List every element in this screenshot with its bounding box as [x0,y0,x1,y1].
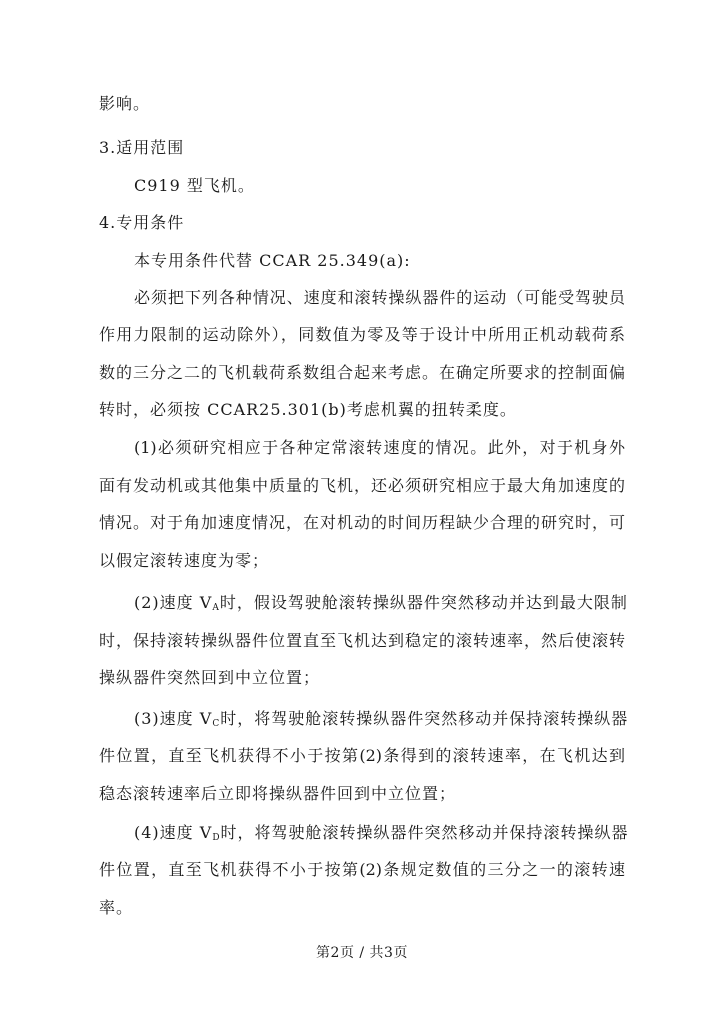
text-line: 件位置，直至飞机获得不小于按第(2)条规定数值的三分之一的滚转速 [99,860,625,879]
speed-subscript: A [212,603,220,613]
text-line: 作用力限制的运动除外），同数值为零及等于设计中所用正机动载荷系 [99,325,625,344]
text-line: 面有发动机或其他集中质量的飞机，还必须研究相应于最大角加速度的 [99,476,625,495]
page-number-footer: 第2页 / 共3页 [316,945,408,961]
text-line: 必须把下列各种情况、速度和滚转操纵器件的运动（可能受驾驶员 [134,288,625,307]
text-line: 以假定滚转速度为零； [99,551,270,570]
text-fragment: (3)速度 V [134,709,213,728]
text-line: 操纵器件突然回到中立位置； [99,668,321,687]
text-line-item-2 [134,593,628,613]
text-line: 稳态滚转速率后立即将操纵器件回到中立位置； [99,784,457,803]
text-line: 件位置，直至飞机获得不小于按第(2)条得到的滚转速率，在飞机达到 [99,746,625,765]
text-line-replacement-clause: 本专用条件代替 CCAR 25.349(a): [134,251,411,270]
text-line-item-1: (1)必须研究相应于各种定常滚转速度的情况。此外，对于机身外 [134,438,625,457]
text-line-item-3 [134,709,628,729]
speed-subscript: D [212,833,221,843]
text-fragment: 时，将驾驶舱滚转操纵器件突然移动并保持滚转操纵器 [220,709,629,728]
section-heading-scope: 3.适用范围 [99,138,185,157]
text-line-continuation: 影响。 [99,94,151,113]
text-line: 时，保持滚转操纵器件位置直至飞机达到稳定的滚转速率，然后使滚转 [99,631,625,650]
text-line: 转时，必须按 CCAR25.301(b)考虑机翼的扭转柔度。 [99,400,517,419]
text-line: 情况。对于角加速度情况，在对机动的时间历程缺少合理的研究时，可 [99,513,625,532]
text-fragment: (2)速度 V [134,593,213,612]
text-line: 数的三分之二的飞机载荷系数组合起来考虑。在确定所要求的控制面偏 [99,363,625,382]
text-fragment: 时，将驾驶舱滚转操纵器件突然移动并保持滚转操纵器 [220,823,629,842]
speed-subscript: C [212,719,221,729]
text-line-aircraft-type: C919 型飞机。 [134,176,255,195]
text-line: 率。 [99,898,134,917]
section-heading-special-conditions: 4.专用条件 [99,213,185,232]
text-line-item-4 [134,823,629,843]
text-fragment: 时，假设驾驶舱滚转操纵器件突然移动并达到最大限制 [219,593,628,612]
text-fragment: (4)速度 V [134,823,213,842]
